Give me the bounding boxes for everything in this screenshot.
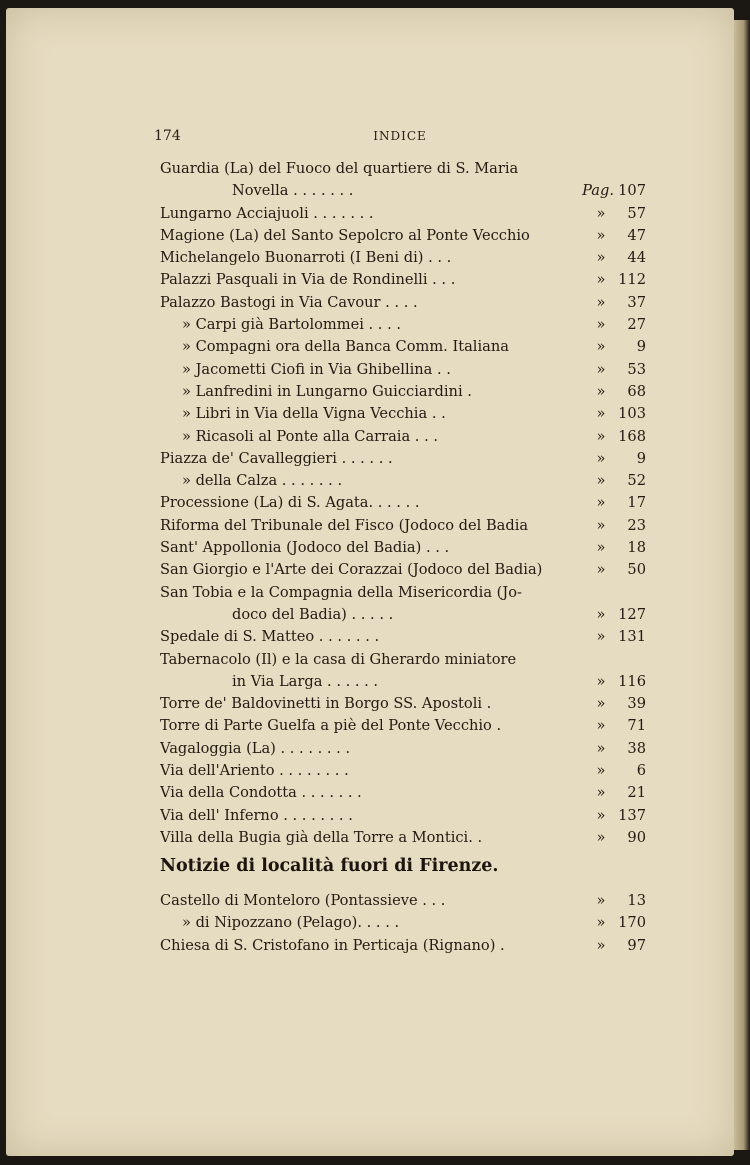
entry-reference [586,494,646,511]
entry-title: San Tobia e la Compagnia della Misericordia (Jo- [160,583,522,601]
entry-reference [586,740,646,757]
entry-title: Spedale di S. Matteo . . . . . . . [160,628,380,646]
entry-page-number: 47 [627,226,646,244]
entry-reference [586,695,646,712]
entry-title: Magione (La) del Santo Sepolcro al Ponte Vecchio [160,226,530,244]
entry-title: » di Nipozzano (Pelago). . . . . [182,914,400,932]
page-marker: » [596,382,606,400]
index-entry [160,472,646,494]
entry-reference [586,316,646,333]
index-entry [160,762,646,784]
entry-page-number: 97 [627,936,646,954]
entry-title: Via della Condotta . . . . . . . [160,784,362,802]
entry-title: Torre di Parte Guelfa a piè del Ponte Vecchio . [160,717,502,735]
index-entry [160,829,646,851]
entry-page-number: 6 [636,762,646,780]
index-entry [160,892,646,914]
page-marker: » [596,914,606,932]
page-marker: » [596,717,606,735]
entry-reference [586,205,646,222]
page-marker: » [596,828,606,846]
index-entry [160,160,646,182]
entry-title: » Carpi già Bartolommei . . . . [182,316,402,334]
entry-title: Torre de' Baldovinetti in Borgo SS. Apostoli . [160,695,492,713]
page-marker: » [596,427,606,445]
page-marker: » [596,516,606,534]
entry-page-number: 39 [627,695,646,713]
index-list [160,160,646,851]
entry-reference [586,717,646,734]
entry-reference [586,937,646,954]
entry-page-number: 18 [627,539,646,557]
entry-reference [586,405,646,422]
index-entry [160,651,646,673]
page-marker: » [596,672,606,690]
page-marker: » [596,204,606,222]
entry-reference [582,182,646,199]
entry-title: » Lanfredini in Lungarno Guicciardini . [182,382,472,400]
entry-title: » della Calza . . . . . . . [182,472,343,490]
page-marker: » [596,449,606,467]
page-edge [734,20,750,1150]
entry-page-number: 127 [618,605,646,623]
entry-title: » Libri in Via della Vigna Vecchia . . [182,405,446,423]
index-entry [160,428,646,450]
entry-page-number: 50 [627,561,646,579]
entry-page-number: 116 [618,672,646,690]
entry-title: Novella . . . . . . . [232,182,354,200]
entry-reference [586,428,646,445]
entry-page-number: 68 [627,382,646,400]
entry-title: Lungarno Acciajuoli . . . . . . . [160,204,374,222]
entry-title: Via dell' Inferno . . . . . . . . [160,806,353,824]
entry-reference [586,271,646,288]
index-entry [160,249,646,271]
index-entry [160,450,646,472]
page-marker: » [596,338,606,356]
index-entry [160,740,646,762]
page-marker: Pag. [582,182,614,200]
index-entry [160,606,646,628]
entry-title: » Compagni ora della Banca Comm. Italiana [182,338,509,356]
page-marker: » [596,739,606,757]
index-entry [160,227,646,249]
page-marker: » [596,271,606,289]
entry-reference [586,383,646,400]
entry-title: » Jacometti Ciofi in Via Ghibellina . . [182,360,451,378]
entry-reference [586,606,646,623]
entry-page-number: 44 [627,249,646,267]
index-entry [160,807,646,829]
page-marker: » [596,539,606,557]
entry-page-number: 131 [618,628,646,646]
entry-page-number: 107 [618,182,646,200]
page-marker: » [596,762,606,780]
page-marker: » [596,695,606,713]
index-entry [160,695,646,717]
entry-page-number: 168 [618,427,646,445]
entry-page-number: 13 [627,892,646,909]
entry-reference [586,338,646,355]
index-entry [160,914,646,936]
index-entry [160,539,646,561]
index-entry [160,717,646,739]
entry-reference [586,539,646,556]
entry-page-number: 23 [627,516,646,534]
page-number: 174 [154,128,181,144]
entry-reference [586,450,646,467]
page-marker: » [596,605,606,623]
entry-title: Michelangelo Buonarroti (I Beni di) . . . [160,249,452,267]
entry-page-number: 37 [627,293,646,311]
page-marker: » [596,472,606,490]
page-marker: » [596,316,606,334]
entry-reference [586,561,646,578]
entry-title: Guardia (La) del Fuoco del quartiere di S. Maria [160,160,519,177]
entry-title: Piazza de' Cavalleggieri . . . . . . [160,449,393,467]
entry-title: Palazzi Pasquali in Via de Rondinelli . . . [160,271,456,289]
page-marker: » [596,405,606,423]
entry-page-number: 21 [627,784,646,802]
index-entry [160,294,646,316]
entry-title: Riforma del Tribunale del Fisco (Jodoco del Badia [160,516,529,534]
page-marker: » [596,784,606,802]
page-marker: » [596,936,606,954]
entry-title: Villa della Bugia già della Torre a Montici. . [160,828,483,846]
entry-page-number: 112 [618,271,646,289]
entry-page-number: 27 [627,316,646,334]
entry-reference [586,361,646,378]
page-marker: » [596,806,606,824]
index-list-outside-florence [160,892,646,959]
entry-page-number: 38 [627,739,646,757]
entry-title: Vagaloggia (La) . . . . . . . . [160,739,351,757]
index-entry [160,361,646,383]
index-entry [160,673,646,695]
entry-title: Tabernacolo (Il) e la casa di Gherardo miniatore [160,650,517,668]
entry-title: Via dell'Ariento . . . . . . . . [160,762,349,780]
entry-reference [586,829,646,846]
entry-page-number: 137 [618,806,646,824]
page-marker: » [596,226,606,244]
entry-reference [586,807,646,824]
index-entry [160,316,646,338]
index-entry [160,517,646,539]
entry-page-number: 9 [636,338,646,356]
page-marker: » [596,892,606,909]
entry-title: Sant' Appollonia (Jodoco del Badia) . . . [160,539,450,557]
index-entry [160,182,646,204]
entry-page-number: 103 [618,405,646,423]
entry-reference [586,294,646,311]
running-title: INDICE [373,129,427,143]
entry-title: doco del Badia) . . . . . [232,605,394,623]
entry-reference [586,914,646,931]
entry-page-number: 53 [627,360,646,378]
entry-reference [586,249,646,266]
entry-title: Castello di Monteloro (Pontassieve . . . [160,892,446,909]
page-marker: » [596,293,606,311]
entry-page-number: 71 [627,717,646,735]
entry-reference [586,517,646,534]
entry-title: in Via Larga . . . . . . [232,672,379,690]
section-heading: Notizie di località fuori di Firenze. [160,856,499,876]
index-entry [160,205,646,227]
index-entry [160,405,646,427]
index-entry [160,584,646,606]
entry-page-number: 57 [627,204,646,222]
page-marker: » [596,494,606,512]
entry-title: Chiesa di S. Cristofano in Perticaja (Rignano) . [160,936,505,954]
page-marker: » [596,249,606,267]
page-header [154,128,646,148]
page-marker: » [596,561,606,579]
index-entry [160,784,646,806]
index-entry [160,338,646,360]
entry-title: Palazzo Bastogi in Via Cavour . . . . [160,293,418,311]
index-entry [160,494,646,516]
entry-reference [586,784,646,801]
entry-reference [586,227,646,244]
page-marker: » [596,360,606,378]
entry-page-number: 17 [627,494,646,512]
index-entry [160,628,646,650]
page-marker: » [596,628,606,646]
entry-reference [586,628,646,645]
entry-reference [586,673,646,690]
entry-reference [586,472,646,489]
index-entry [160,937,646,959]
entry-page-number: 170 [618,914,646,932]
entry-title: » Ricasoli al Ponte alla Carraia . . . [182,427,439,445]
entry-reference [586,762,646,779]
entry-page-number: 52 [627,472,646,490]
entry-title: Processione (La) di S. Agata. . . . . . [160,494,420,512]
entry-page-number: 9 [636,449,646,467]
index-entry [160,383,646,405]
entry-title: San Giorgio e l'Arte dei Corazzai (Jodoco del Badia) [160,561,543,579]
index-entry [160,271,646,293]
entry-page-number: 90 [627,828,646,846]
index-entry [160,561,646,583]
entry-reference [586,892,646,909]
